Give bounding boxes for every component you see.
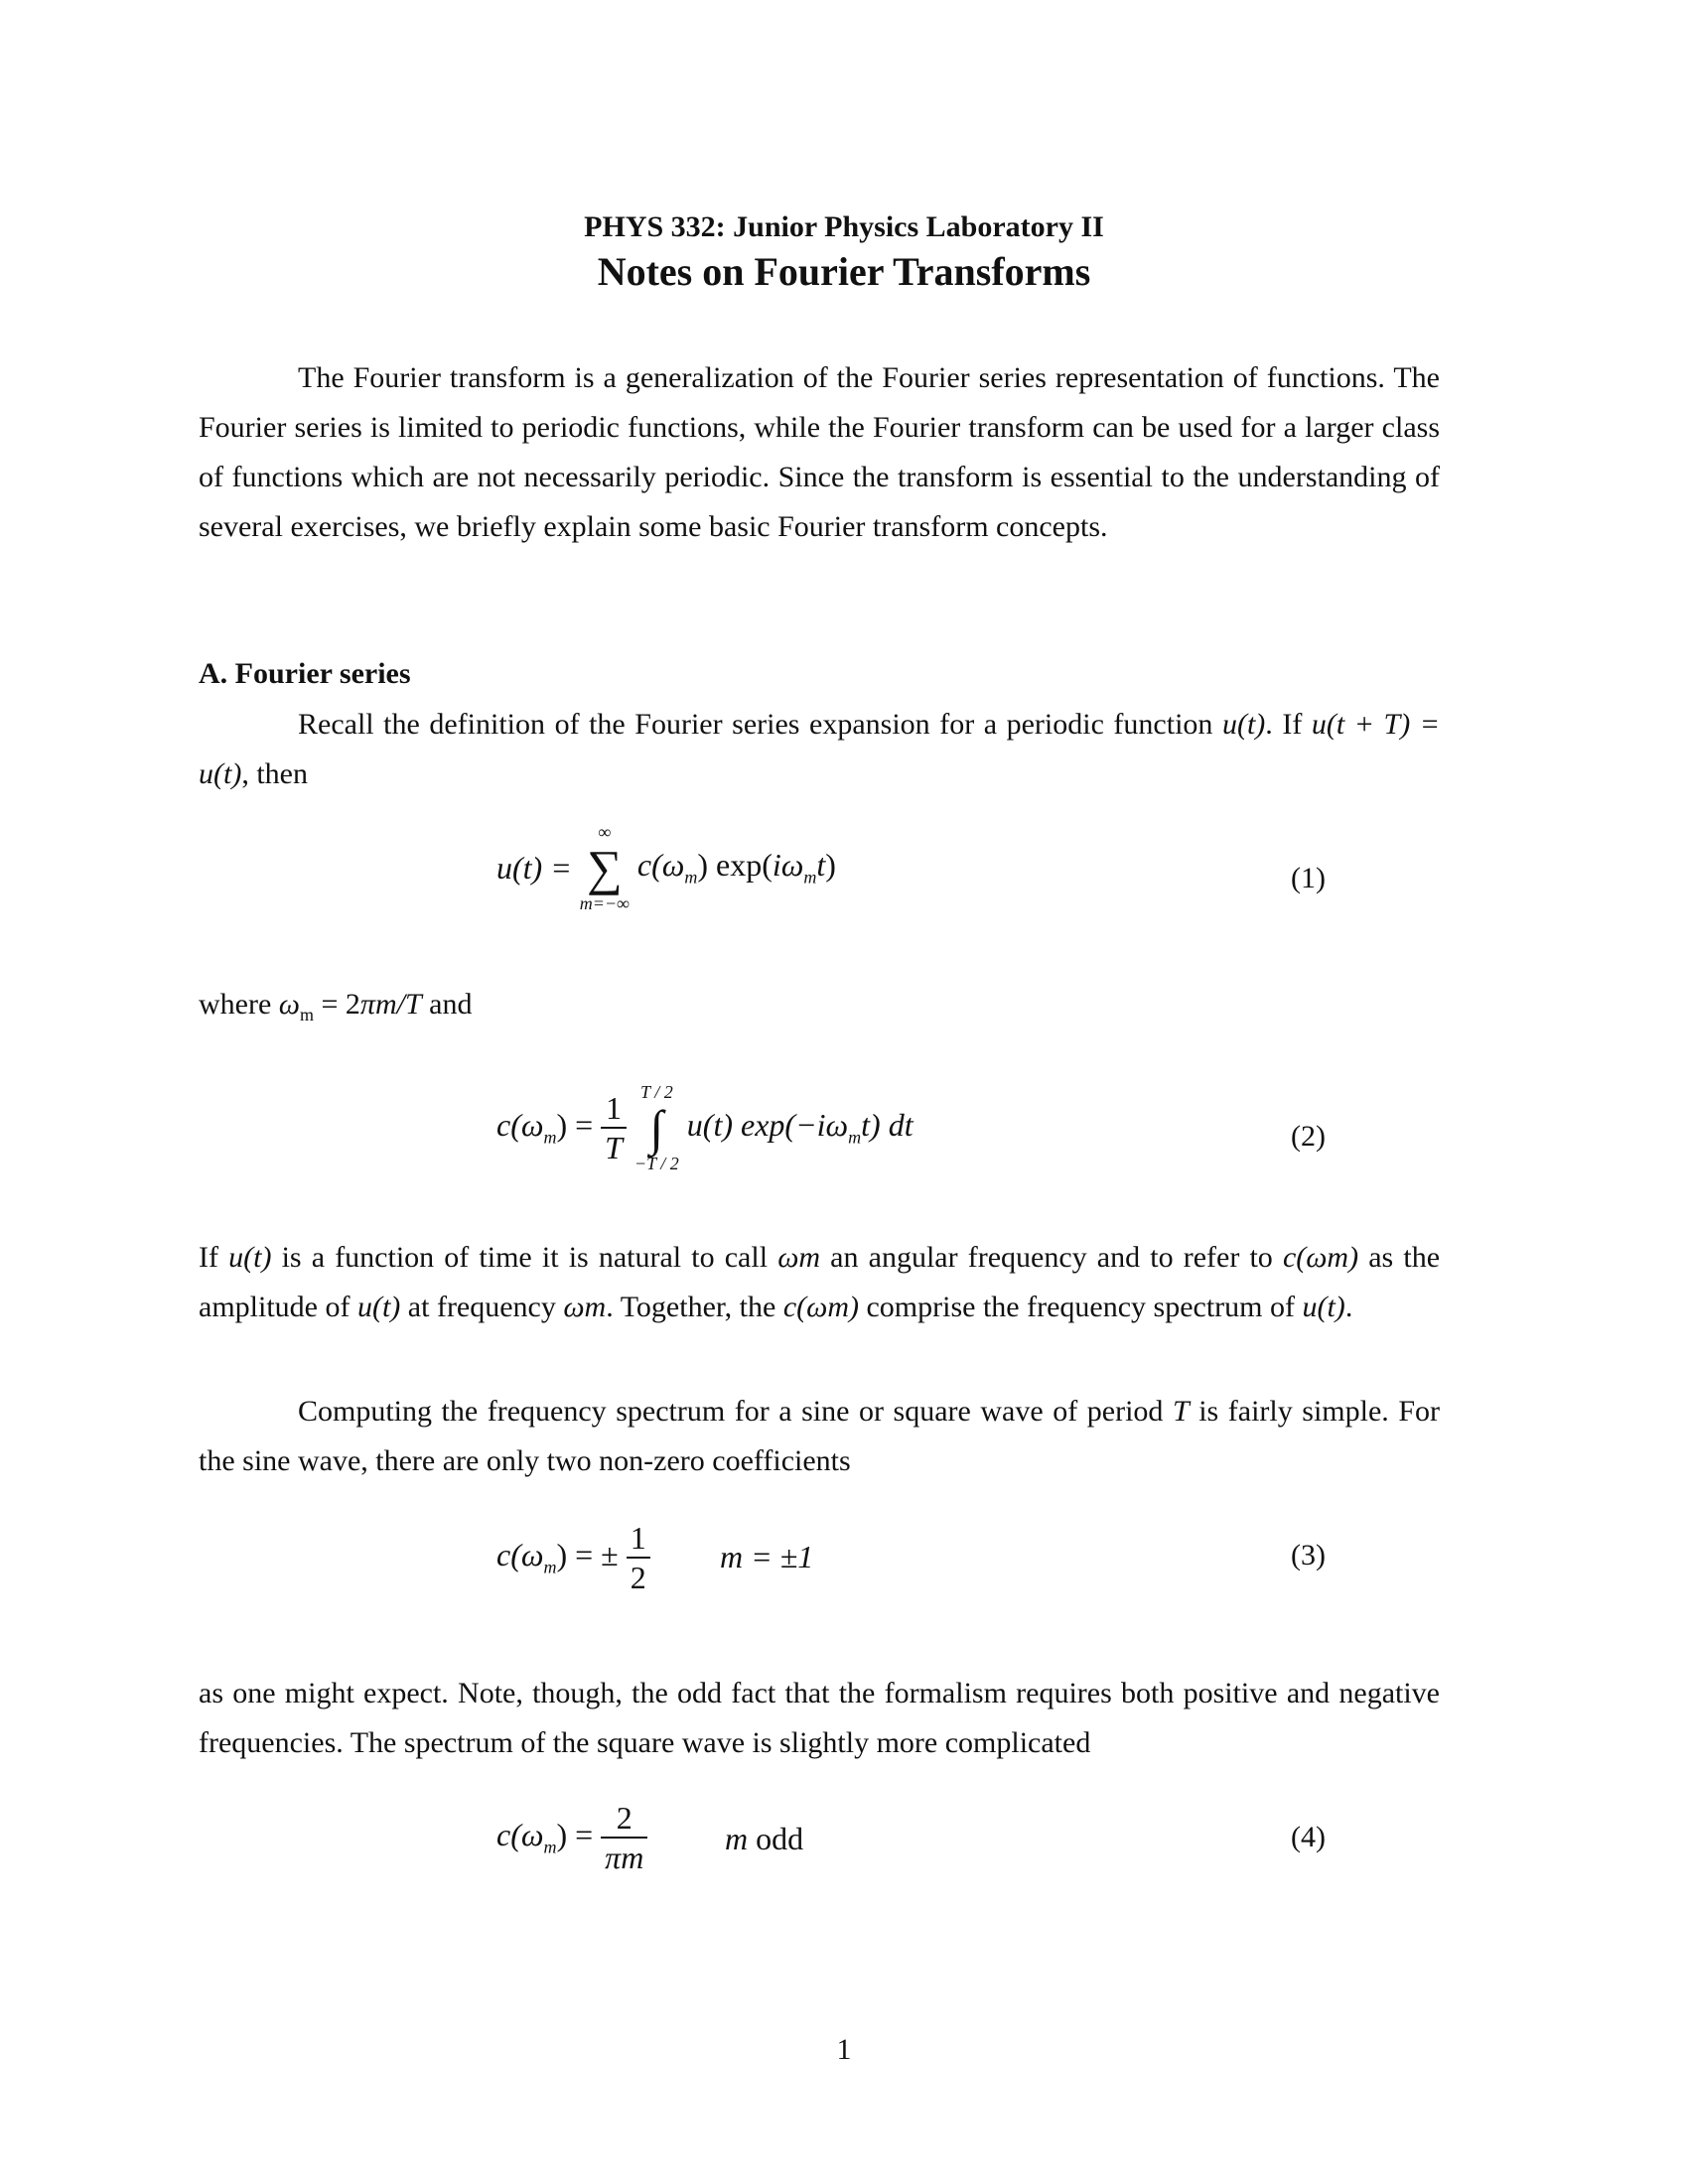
equation-number-4: (4) <box>1291 1821 1326 1853</box>
where-line: where $\omega_m = 2\pi m/T$ and <box>199 988 473 1024</box>
section-a-paragraph-2: If u(t) is a function of time it is natural to call ωm an angular frequency and to refer to c(ωm) as the amplitude of u(t) at frequency ωm. Together, the c(ωm) comprise the frequency spectrum of u(t). <box>199 1241 1441 1323</box>
integral-symbol: T / 2 ∫ −T / 2 <box>633 1082 679 1173</box>
course-title: PHYS 332: Junior Physics Laboratory II <box>584 210 1104 243</box>
section-a-paragraph-3: Computing the frequency spectrum for a sine or square wave of period T is fairly simple. For the sine wave, there are only two non-zero coefficients <box>199 1395 1440 1477</box>
equation-3-condition: m = ±1 <box>720 1539 814 1574</box>
summation-symbol: ∞ ∑ m=−∞ <box>579 822 630 913</box>
section-a-paragraph-1: Recall the definition of the Fourier series expansion for a periodic function u(t). If u(t + T) = u(t), then <box>199 708 1440 790</box>
equation-number-2: (2) <box>1291 1120 1326 1153</box>
fraction-two-over-pi-m: $\frac{2}{\pi m}$ <box>601 1799 647 1876</box>
section-a-paragraph-4: as one might expect. Note, though, the odd fact that the formalism requires both positive and negative frequencies. The spectrum of the square wave is slightly more complicated <box>199 1677 1440 1759</box>
fraction-one-half: $\frac{1}{2}$ <box>627 1519 650 1596</box>
page-title: Notes on Fourier Transforms <box>597 249 1091 294</box>
equation-number-1: (1) <box>1291 862 1326 894</box>
equation-3: $c(\omega_m)$ = ± $\frac{1}{2}$ m = ±1 (3) <box>496 1520 1326 1595</box>
intro-paragraph: The Fourier transform is a generalization of the Fourier series representation of functions. The Fourier series is limited to periodic functions, while the Fourier transform can be used for a larger class of functions which are not necessarily periodic. Since the transform is essential to the understanding of several exercises, we briefly explain some basic Fourier transform concepts. <box>199 361 1440 543</box>
equation-4-condition: m odd <box>725 1821 804 1856</box>
section-heading-a: A. Fourier series <box>199 657 411 690</box>
equation-4: $c(\omega_m)$ = $\frac{2}{\pi m}$ m odd (4) <box>496 1800 1326 1875</box>
equation-number-3: (3) <box>1291 1539 1326 1571</box>
page-number: 1 <box>836 2033 852 2066</box>
fraction-one-over-T: $\frac{1}{T}$ <box>601 1089 627 1166</box>
equation-2: $c(\omega_m)$ = $\frac{1}{T}$ T / 2 ∫ −T / 2 u(t) $\exp(-i\omega_mt)$ dt (2) <box>496 1082 1326 1173</box>
equation-1: u(t) = ∞ ∑ m=−∞ $c(\omega_m)$ $\exp(i\omega_mt)$ (1) <box>496 822 1326 913</box>
